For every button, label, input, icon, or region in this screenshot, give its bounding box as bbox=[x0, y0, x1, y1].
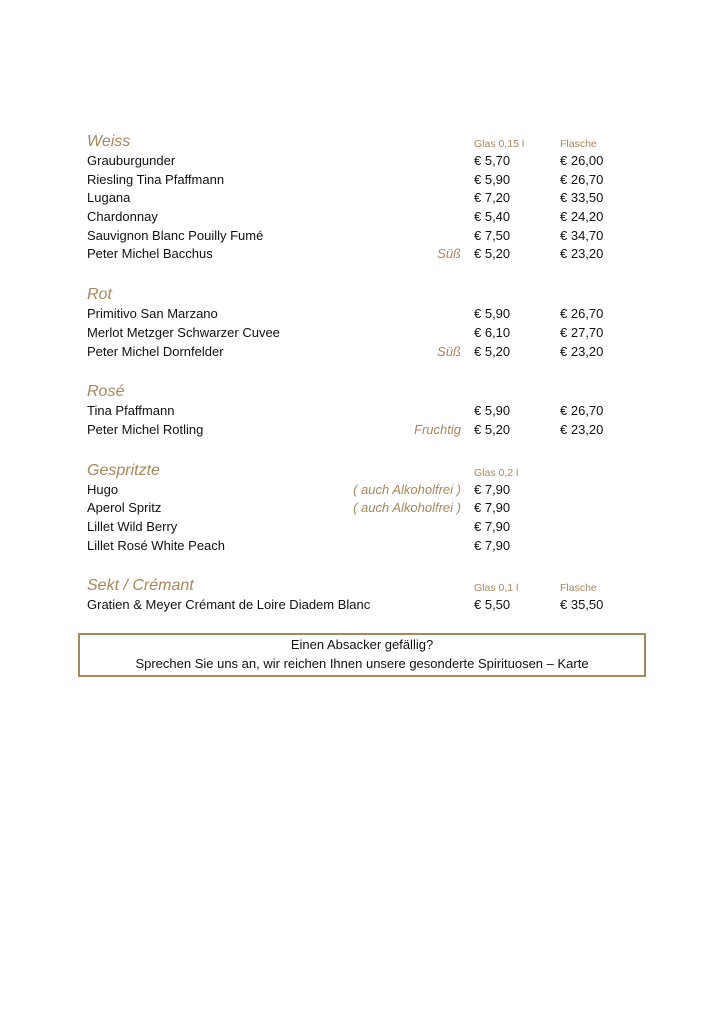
menu-item bbox=[87, 421, 627, 440]
price-glass: € 7,20 bbox=[474, 190, 511, 206]
menu-item bbox=[87, 171, 627, 190]
price-bottle: € 34,70 bbox=[560, 227, 604, 243]
price-bottle: € 23,20 bbox=[560, 343, 604, 359]
menu-section bbox=[87, 576, 627, 615]
price-glass: € 7,50 bbox=[474, 227, 511, 243]
menu-item bbox=[87, 152, 627, 171]
price-bottle: € 26,70 bbox=[560, 403, 604, 419]
item-name: Lillet Wild Berry bbox=[87, 518, 178, 534]
menu-section bbox=[87, 461, 627, 556]
menu-item bbox=[87, 481, 627, 500]
column-label-glass: Glas 0,2 l bbox=[474, 466, 519, 479]
item-note: Süß bbox=[437, 246, 461, 262]
price-glass: € 5,20 bbox=[474, 421, 511, 437]
info-box-line-1: Einen Absacker gefällig? bbox=[290, 637, 434, 652]
item-name: Chardonnay bbox=[87, 209, 158, 225]
menu-item bbox=[87, 518, 627, 537]
price-bottle: € 23,20 bbox=[560, 421, 604, 437]
item-note: ( auch Alkoholfrei ) bbox=[353, 481, 461, 497]
price-bottle: € 23,20 bbox=[560, 246, 604, 262]
section-title: Weiss bbox=[87, 133, 131, 150]
section-header bbox=[87, 461, 627, 481]
section-title: Gespritzte bbox=[87, 461, 160, 479]
price-bottle: € 26,70 bbox=[560, 171, 604, 187]
item-name: Aperol Spritz bbox=[87, 500, 162, 516]
item-name: Tina Pfaffmann bbox=[87, 403, 175, 419]
price-glass: € 5,70 bbox=[474, 153, 511, 168]
price-glass: € 6,10 bbox=[474, 324, 511, 340]
menu-item bbox=[87, 343, 627, 362]
item-name: Primitivo San Marzano bbox=[87, 306, 218, 322]
section-title: Rot bbox=[87, 286, 112, 304]
item-name: Peter Michel Rotling bbox=[87, 421, 204, 437]
section-title: Sekt / Crémant bbox=[87, 577, 194, 595]
section-header bbox=[87, 576, 627, 596]
menu-item bbox=[87, 537, 627, 556]
price-glass: € 5,20 bbox=[474, 246, 511, 262]
price-bottle: € 35,50 bbox=[560, 597, 604, 613]
section-title: Rosé bbox=[87, 383, 125, 401]
price-glass: € 5,50 bbox=[474, 597, 511, 613]
price-bottle: € 33,50 bbox=[560, 190, 604, 206]
price-bottle: € 26,00 bbox=[560, 153, 604, 168]
price-bottle: € 24,20 bbox=[560, 209, 604, 225]
menu-item bbox=[87, 499, 627, 518]
item-name: Lugana bbox=[87, 190, 131, 206]
section-header bbox=[87, 132, 627, 152]
info-box bbox=[78, 633, 646, 677]
item-note: Süß bbox=[437, 343, 461, 359]
menu-section bbox=[87, 132, 627, 264]
price-glass: € 5,20 bbox=[474, 343, 511, 359]
column-label-bottle: Flasche bbox=[560, 138, 597, 150]
price-bottle: € 26,70 bbox=[560, 306, 604, 322]
column-label-glass: Glas 0,15 l bbox=[474, 138, 525, 150]
column-label-glass: Glas 0,1 l bbox=[474, 582, 519, 595]
item-name: Sauvignon Blanc Pouilly Fumé bbox=[87, 227, 264, 243]
price-glass: € 7,90 bbox=[474, 481, 511, 497]
item-name: Lillet Rosé White Peach bbox=[87, 537, 226, 553]
item-name: Merlot Metzger Schwarzer Cuvee bbox=[87, 324, 280, 340]
menu-section bbox=[87, 285, 627, 361]
item-name: Peter Michel Dornfelder bbox=[87, 343, 224, 359]
menu-section bbox=[87, 382, 627, 439]
section-header bbox=[87, 382, 627, 402]
price-glass: € 7,90 bbox=[474, 537, 511, 553]
menu-item bbox=[87, 402, 627, 421]
item-name: Hugo bbox=[87, 481, 119, 497]
item-name: Peter Michel Bacchus bbox=[87, 246, 213, 262]
info-box-line-2: Sprechen Sie uns an, wir reichen Ihnen unsere gesonderte Spirituosen – Karte bbox=[135, 656, 589, 671]
wine-menu bbox=[87, 132, 627, 636]
price-glass: € 5,90 bbox=[474, 403, 511, 419]
price-glass: € 7,90 bbox=[474, 518, 511, 534]
price-glass: € 5,40 bbox=[474, 209, 511, 225]
item-note: Fruchtig bbox=[414, 421, 461, 437]
menu-item bbox=[87, 324, 627, 343]
price-glass: € 5,90 bbox=[474, 171, 511, 187]
menu-item bbox=[87, 227, 627, 246]
item-name: Riesling Tina Pfaffmann bbox=[87, 171, 225, 187]
item-name: Grauburgunder bbox=[87, 153, 176, 168]
menu-item bbox=[87, 305, 627, 324]
item-name: Gratien & Meyer Crémant de Loire Diadem Blanc bbox=[87, 597, 371, 613]
section-header bbox=[87, 285, 627, 305]
price-glass: € 7,90 bbox=[474, 500, 511, 516]
menu-item bbox=[87, 208, 627, 227]
column-label-bottle: Flasche bbox=[560, 582, 597, 595]
menu-item bbox=[87, 245, 627, 264]
menu-item bbox=[87, 596, 627, 615]
price-bottle: € 27,70 bbox=[560, 324, 604, 340]
item-note: ( auch Alkoholfrei ) bbox=[353, 500, 461, 516]
menu-item bbox=[87, 189, 627, 208]
price-glass: € 5,90 bbox=[474, 306, 511, 322]
